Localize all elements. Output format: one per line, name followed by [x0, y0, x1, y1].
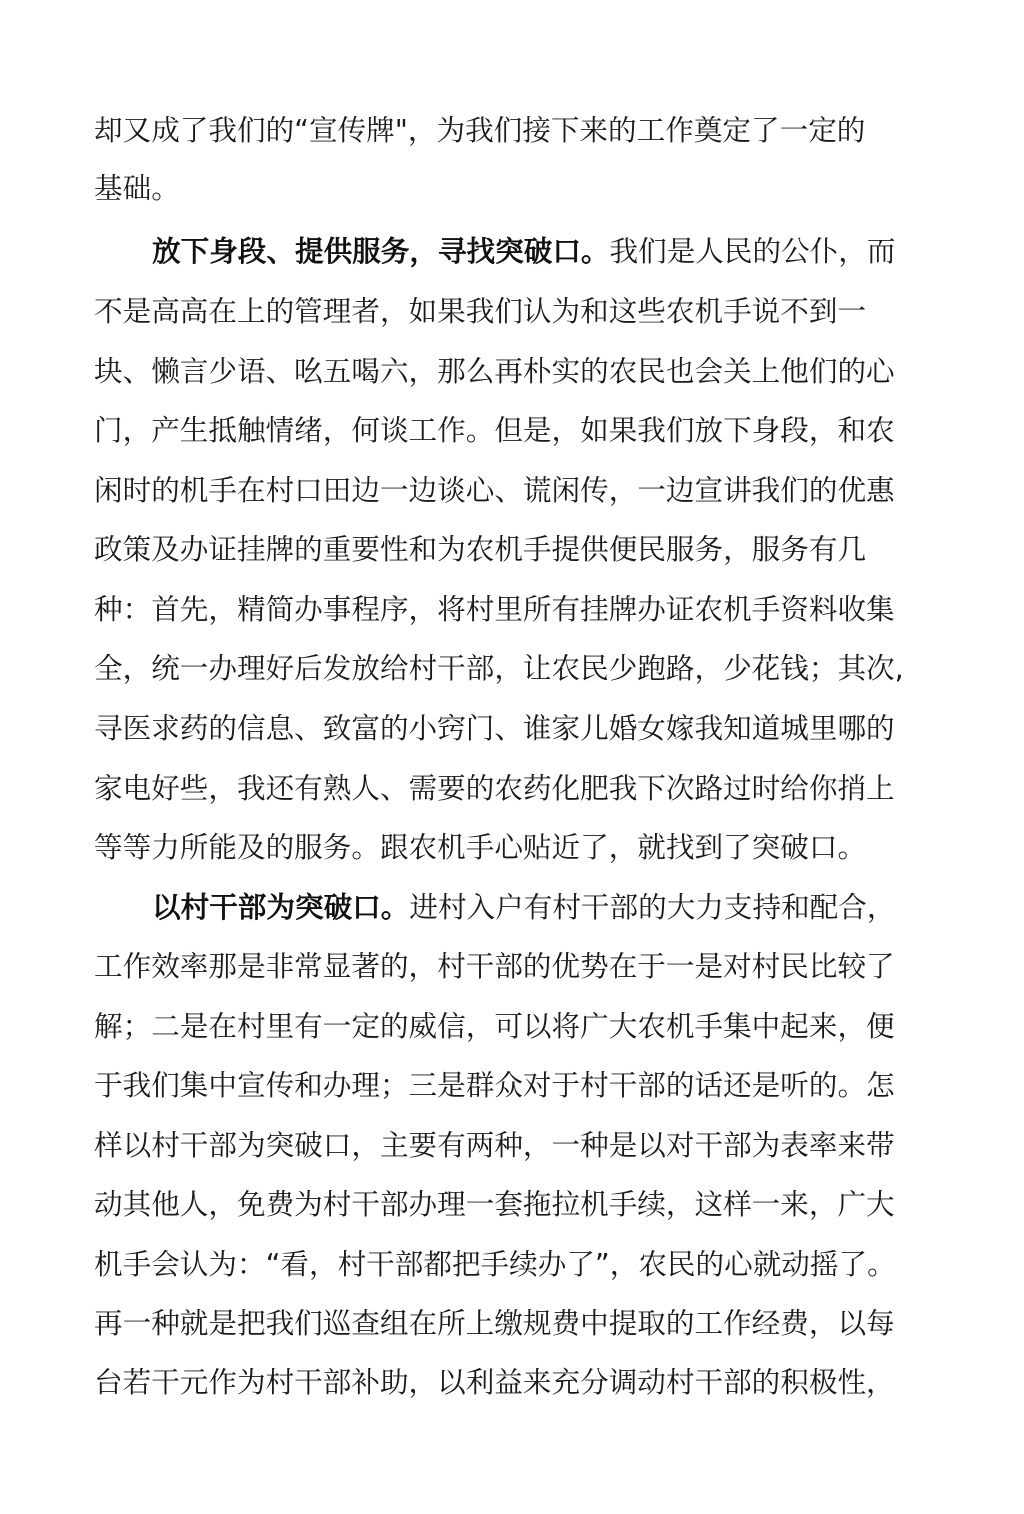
text-line: 种：首先，精简办事程序，将村里所有挂牌办证农机手资料收集 [94, 592, 895, 626]
text-line: 工作效率那是非常显著的，村干部的优势在于一是对村民比较了 [94, 949, 895, 983]
text-line: 门，产生抵触情绪，何谈工作。但是，如果我们放下身段，和农 [94, 413, 895, 447]
paragraph-heading: 以村干部为突破口。 [152, 890, 410, 924]
text-line: 不是高高在上的管理者，如果我们认为和这些农机手说不到一 [94, 294, 867, 328]
text-line: 解；二是在村里有一定的威信，可以将广大农机手集中起来，便 [94, 1009, 895, 1043]
text-line: 闲时的机手在村口田边一边谈心、谎闲传，一边宣讲我们的优惠 [94, 473, 895, 507]
text-line: 家电好些，我还有熟人、需要的农药化肥我下次路过时给你捎上 [94, 771, 895, 805]
text-line: 于我们集中宣传和办理；三是群众对于村干部的话还是听的。怎 [94, 1068, 895, 1102]
text-line: 动其他人，免费为村干部办理一套拖拉机手续，这样一来，广大 [94, 1187, 895, 1221]
text-line: 全，统一办理好后发放给村干部，让农民少跑路，少花钱；其次, [94, 651, 904, 685]
text-line: 块、懒言少语、吆五喝六，那么再朴实的农民也会关上他们的心 [94, 354, 895, 388]
paragraph-first-line [152, 231, 1012, 271]
text-line: 机手会认为：“看，村干部都把手续办了”，农民的心就动摇了。 [94, 1247, 896, 1281]
text-run: 进村入户有村干部的大力支持和配合， [409, 890, 896, 924]
paragraph-first-line [152, 887, 1012, 927]
text-line: 却又成了我们的“宣传牌"，为我们接下来的工作奠定了一定的 [94, 113, 866, 147]
paragraph-heading: 放下身段、提供服务，寻找突破口。 [152, 234, 610, 268]
text-line: 基础。 [94, 171, 180, 205]
text-line: 等等力所能及的服务。跟农机手心贴近了，就找到了突破口。 [94, 830, 867, 864]
text-line: 政策及办证挂牌的重要性和为农机手提供便民服务，服务有几 [94, 532, 867, 566]
text-line: 台若干元作为村干部补助，以利益来充分调动村干部的积极性， [94, 1365, 895, 1399]
text-line: 样以村干部为突破口，主要有两种，一种是以对干部为表率来带 [94, 1128, 895, 1162]
text-run: 我们是人民的公仆，而 [609, 234, 896, 268]
text-line: 再一种就是把我们巡查组在所上缴规费中提取的工作经费，以每 [94, 1306, 895, 1340]
text-line: 寻医求药的信息、致富的小窍门、谁家儿婚女嫁我知道城里哪的 [94, 711, 895, 745]
